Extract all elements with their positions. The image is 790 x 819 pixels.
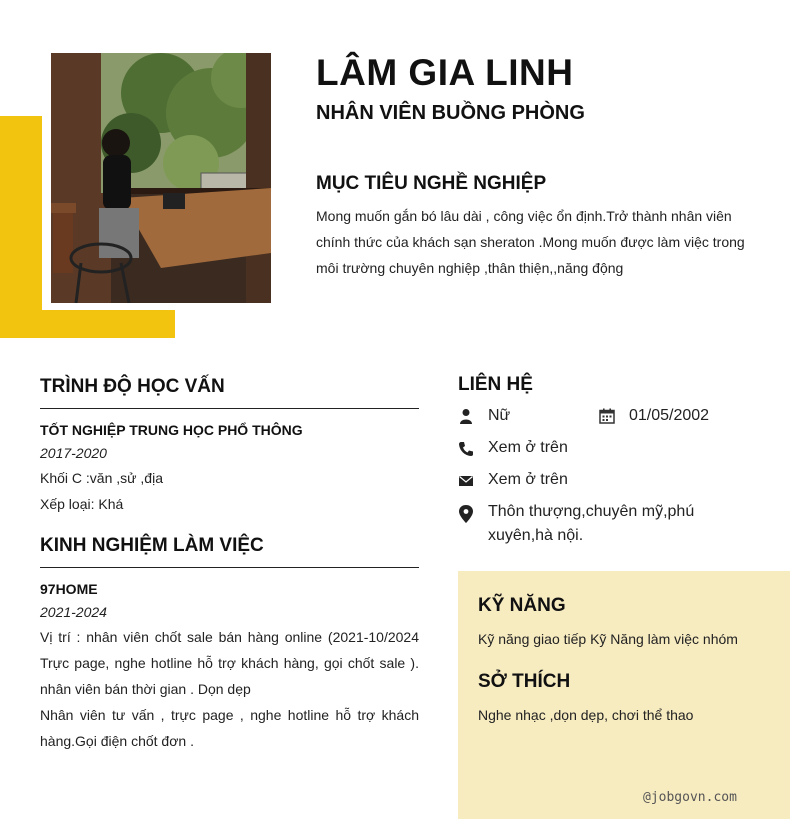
education-grade: Xếp loại: Khá [40, 496, 124, 512]
hobbies-title: SỞ THÍCH [478, 671, 571, 692]
objective-text: Mong muốn gắn bó lâu dài , công việc ổn định.Trở thành nhân viên chính thức của khách sạn sheraton .Mong muốn được làm việc trong môi trường chuyên nghiệp ,thân thiện,,năng động [316, 208, 745, 276]
education-period: 2017-2020 [40, 445, 107, 461]
education-school: TỐT NGHIỆP TRUNG HỌC PHỔ THÔNG [40, 422, 303, 438]
email-icon [458, 473, 474, 489]
experience-divider [40, 567, 419, 568]
contact-address: Thôn thượng,chuyên mỹ,phú xuyên,hà nội. [488, 503, 695, 544]
calendar-icon [599, 408, 615, 424]
accent-bar-vertical [0, 116, 42, 338]
phone-icon [458, 441, 474, 457]
experience-period: 2021-2024 [40, 604, 107, 620]
experience-description [40, 624, 419, 754]
contact-gender: Nữ [488, 407, 511, 424]
person-icon [458, 408, 474, 424]
accent-bar-horizontal [0, 310, 175, 338]
profile-photo [51, 53, 271, 303]
education-track: Khối C :văn ,sử ,địa [40, 470, 163, 486]
experience-desc-1: Vị trí : nhân viên chốt sale bán hàng online (2021-10/2024 Trực page, nghe hotline hỗ trợ khách hàng, gọi chốt sale ). nhân viên bán thời gian . Dọn dẹp [40, 629, 419, 697]
education-divider [40, 408, 419, 409]
objective-title: MỤC TIÊU NGHỀ NGHIỆP [316, 173, 547, 194]
candidate-name: LÂM GIA LINH [316, 52, 574, 93]
watermark: @jobgovn.com [643, 790, 737, 805]
contact-birthdate: 01/05/2002 [629, 407, 710, 424]
job-title: NHÂN VIÊN BUỒNG PHÒNG [316, 102, 585, 124]
contact-email: Xem ở trên [488, 471, 568, 488]
contact-title: LIÊN HỆ [458, 374, 533, 395]
experience-company: 97HOME [40, 581, 98, 597]
skills-text: Kỹ năng giao tiếp Kỹ Năng làm việc nhóm [478, 631, 738, 647]
experience-title: KINH NGHIỆM LÀM VIỆC [40, 535, 264, 556]
hobbies-text: Nghe nhạc ,dọn dẹp, chơi thể thao [478, 707, 694, 723]
education-title: TRÌNH ĐỘ HỌC VẤN [40, 376, 225, 397]
skills-title: KỸ NĂNG [478, 595, 566, 616]
location-pin-icon [458, 505, 474, 523]
contact-phone: Xem ở trên [488, 439, 568, 456]
experience-desc-2: Nhân viên tư vấn , trực page , nghe hotline hỗ trợ khách hàng.Gọi điện chốt đơn . [40, 707, 419, 749]
